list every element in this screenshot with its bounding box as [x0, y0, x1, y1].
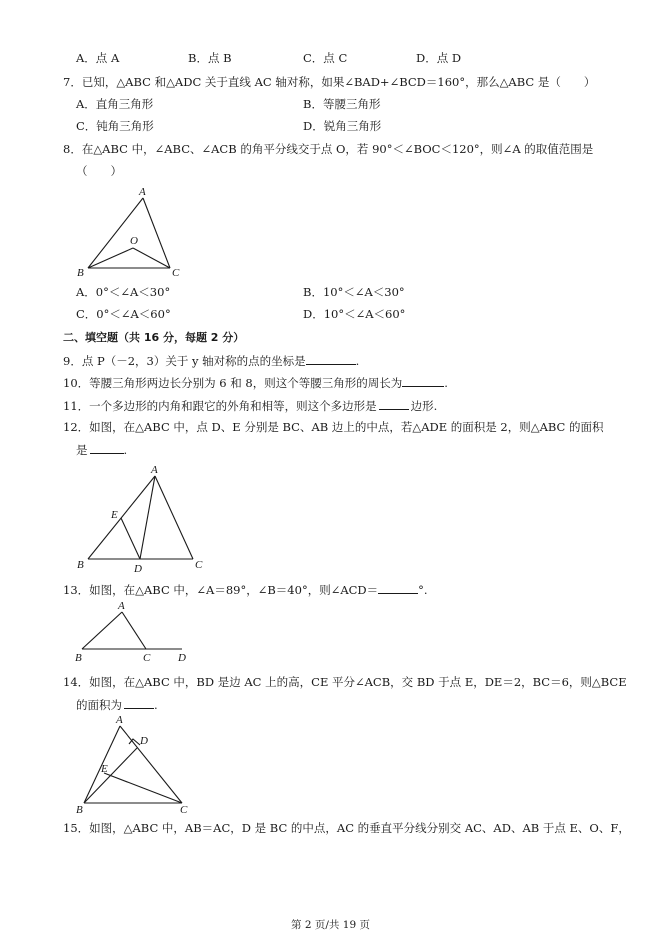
q8-stem: 8．在△ABC 中，∠ABC、∠ACB 的角平分线交于点 O，若 90°＜∠BOC＜120°，则∠A 的取值范围是 — [63, 142, 594, 156]
q7-stem: 7．已知，△ABC 和△ADC 关于直线 AC 轴对称，如果∠BAD+∠BCD＝160°，那么△ABC 是（ ） — [63, 75, 596, 89]
q12-label-a: A — [151, 464, 158, 476]
q8-label-a: A — [139, 186, 146, 198]
q14-stem: 14．如图，在△ABC 中，BD 是边 AC 上的高，CE 平分∠ACB，交 BD 于点 E，DE＝2，BC＝6，则△BCE — [63, 675, 627, 689]
q12-label-e: E — [111, 509, 118, 521]
q15-stem: 15．如图，△ABC 中，AB＝AC，D 是 BC 的中点，AC 的垂直平分线分别交 AC、AD、AB 于点 E、O、F， — [63, 821, 630, 835]
q7-option-b: B．等腰三角形 — [303, 97, 381, 111]
q6-option-b: B．点 B — [188, 51, 232, 65]
q7-option-a: A．直角三角形 — [76, 97, 154, 111]
q14-label-d: D — [140, 735, 148, 747]
q14-label-c: C — [180, 804, 188, 816]
q12-label-d: D — [134, 563, 142, 575]
q6-option-c: C．点 C — [303, 51, 348, 65]
q9-period: . — [355, 354, 360, 368]
q8-paren: （ ） — [76, 164, 122, 178]
q14-label-e: E — [101, 763, 108, 775]
q9-text: 9．点 P（－2，3）关于 y 轴对称的点的坐标是 — [63, 354, 306, 368]
q8-label-o: O — [130, 235, 138, 247]
section-heading: 二、填空题（共 16 分，每题 2 分） — [63, 331, 245, 344]
q13-label-a: A — [118, 600, 125, 612]
q7-option-c: C．钝角三角形 — [76, 119, 154, 133]
q13-label-c: C — [143, 652, 151, 664]
q10-period: . — [444, 376, 448, 390]
q13-suffix: °. — [418, 583, 428, 597]
q12-period: . — [123, 443, 128, 457]
q6-option-d: D．点 D — [416, 51, 462, 65]
q8-label-c: C — [172, 267, 180, 279]
q8-option-c: C．0°＜∠A＜60° — [76, 307, 171, 321]
q14-label-b: B — [76, 804, 83, 816]
q8-option-b: B．10°＜∠A＜30° — [303, 285, 405, 299]
q8-label-b: B — [77, 267, 84, 279]
page-footer: 第 2 页/共 19 页 — [291, 919, 370, 931]
q14-period: . — [154, 698, 158, 712]
q8-option-a: A．0°＜∠A＜30° — [76, 285, 171, 299]
q12-stem: 12．如图，在△ABC 中，点 D、E 分别是 BC、AB 边上的中点，若△ADE 的面积是 2，则△ABC 的面积 — [63, 420, 604, 434]
q13-label-b: B — [75, 652, 82, 664]
q12-label-c: C — [195, 559, 203, 571]
q6-option-a: A．点 A — [76, 51, 120, 65]
q12-label-b: B — [77, 559, 84, 571]
q13-label-d: D — [178, 652, 186, 664]
q7-option-d: D．锐角三角形 — [303, 119, 382, 133]
q13-text: 13．如图，在△ABC 中，∠A＝89°，∠B＝40°，则∠ACD＝ — [63, 583, 379, 597]
q8-option-d: D．10°＜∠A＜60° — [303, 307, 406, 321]
q10-text: 10．等腰三角形两边长分别为 6 和 8，则这个等腰三角形的周长为 — [63, 376, 403, 390]
q11-text: 11．一个多边形的内角和跟它的外角和相等，则这个多边形是 — [63, 399, 377, 413]
q11-suffix: 边形. — [410, 399, 438, 413]
q12-cont-text: 是 — [76, 443, 88, 457]
q14-cont-text: 的面积为 — [76, 698, 122, 712]
q14-label-a: A — [116, 714, 123, 726]
